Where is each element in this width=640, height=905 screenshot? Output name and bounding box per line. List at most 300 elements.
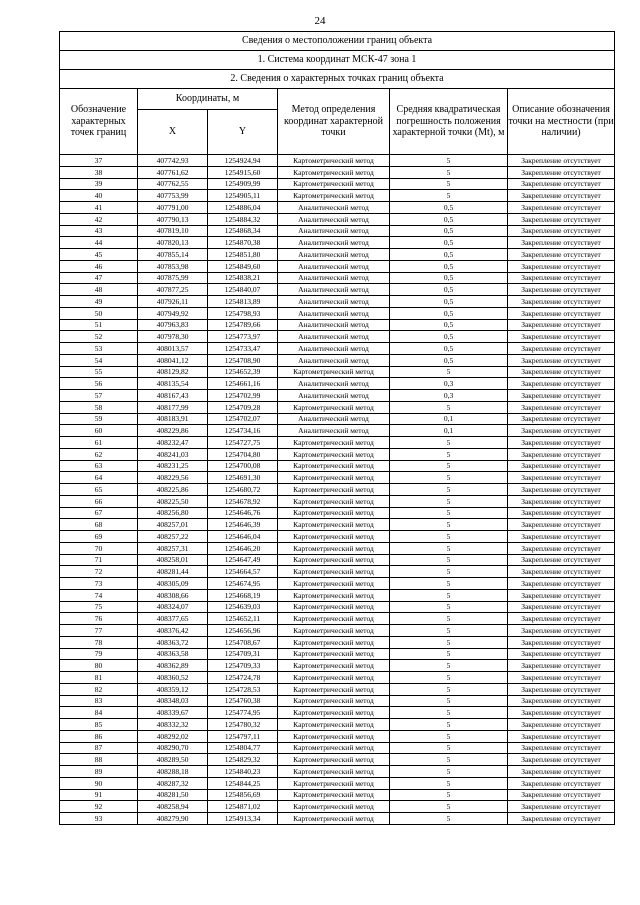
point-number-cell: 79	[60, 648, 138, 660]
x-coordinate-cell: 408257,22	[138, 531, 208, 543]
point-number-cell: 47	[60, 272, 138, 284]
x-coordinate-cell: 407855,14	[138, 249, 208, 261]
table-row	[60, 484, 615, 496]
description-cell: Закрепление отсутствует	[508, 366, 615, 378]
x-coordinate-cell: 408225,50	[138, 495, 208, 507]
y-coordinate-cell: 1254909,99	[208, 178, 278, 190]
method-cell: Картометрический метод	[278, 507, 390, 519]
table-row	[60, 789, 615, 801]
y-coordinate-cell: 1254924,94	[208, 155, 278, 167]
error-cell: 5	[390, 554, 508, 566]
description-cell: Закрепление отсутствует	[508, 378, 615, 390]
description-cell: Закрепление отсутствует	[508, 237, 615, 249]
error-cell: 5	[390, 742, 508, 754]
error-cell: 5	[390, 519, 508, 531]
description-cell: Закрепление отсутствует	[508, 542, 615, 554]
description-cell: Закрепление отсутствует	[508, 672, 615, 684]
x-coordinate-cell: 408348,03	[138, 695, 208, 707]
x-header: X	[138, 110, 208, 155]
error-cell: 5	[390, 166, 508, 178]
description-header: Описание обозначения точки на местности (при наличии)	[508, 89, 615, 155]
description-cell: Закрепление отсутствует	[508, 531, 615, 543]
y-coordinate-cell: 1254727,75	[208, 437, 278, 449]
y-coordinate-cell: 1254789,66	[208, 319, 278, 331]
point-number-cell: 69	[60, 531, 138, 543]
point-number-cell: 80	[60, 660, 138, 672]
x-coordinate-cell: 407761,62	[138, 166, 208, 178]
y-coordinate-cell: 1254780,32	[208, 719, 278, 731]
error-cell: 5	[390, 401, 508, 413]
table-row	[60, 319, 615, 331]
method-cell: Картометрический метод	[278, 566, 390, 578]
method-cell: Картометрический метод	[278, 636, 390, 648]
table-row	[60, 719, 615, 731]
x-coordinate-cell: 408359,12	[138, 683, 208, 695]
point-number-cell: 39	[60, 178, 138, 190]
table-row	[60, 542, 615, 554]
error-cell: 5	[390, 507, 508, 519]
y-coordinate-cell: 1254664,57	[208, 566, 278, 578]
point-number-cell: 87	[60, 742, 138, 754]
point-number-cell: 50	[60, 307, 138, 319]
y-coordinate-cell: 1254646,39	[208, 519, 278, 531]
x-coordinate-cell: 408363,58	[138, 648, 208, 660]
description-cell: Закрепление отсутствует	[508, 260, 615, 272]
table-row	[60, 390, 615, 402]
x-coordinate-cell: 407963,83	[138, 319, 208, 331]
point-number-cell: 63	[60, 460, 138, 472]
table-row	[60, 683, 615, 695]
description-cell: Закрепление отсутствует	[508, 625, 615, 637]
description-cell: Закрепление отсутствует	[508, 437, 615, 449]
point-number-cell: 51	[60, 319, 138, 331]
point-number-cell: 44	[60, 237, 138, 249]
point-number-cell: 56	[60, 378, 138, 390]
point-number-cell: 93	[60, 813, 138, 825]
y-coordinate-cell: 1254656,96	[208, 625, 278, 637]
description-cell: Закрепление отсутствует	[508, 660, 615, 672]
boundary-points-table	[59, 31, 615, 825]
error-cell: 5	[390, 766, 508, 778]
error-cell: 5	[390, 472, 508, 484]
method-cell: Картометрический метод	[278, 613, 390, 625]
table-row	[60, 472, 615, 484]
error-cell: 0,3	[390, 378, 508, 390]
error-cell: 5	[390, 566, 508, 578]
x-coordinate-cell: 407753,99	[138, 190, 208, 202]
x-coordinate-cell: 407875,99	[138, 272, 208, 284]
y-coordinate-cell: 1254760,38	[208, 695, 278, 707]
x-coordinate-cell: 408229,86	[138, 425, 208, 437]
description-cell: Закрепление отсутствует	[508, 155, 615, 167]
points-title: 2. Сведения о характерных точках границ объекта	[60, 70, 615, 89]
x-coordinate-cell: 408256,80	[138, 507, 208, 519]
table-row	[60, 213, 615, 225]
table-row	[60, 695, 615, 707]
method-cell: Аналитический метод	[278, 425, 390, 437]
description-cell: Закрепление отсутствует	[508, 413, 615, 425]
error-cell: 0,3	[390, 390, 508, 402]
error-cell: 5	[390, 719, 508, 731]
point-number-cell: 85	[60, 719, 138, 731]
error-cell: 5	[390, 495, 508, 507]
description-cell: Закрепление отсутствует	[508, 249, 615, 261]
description-cell: Закрепление отсутствует	[508, 601, 615, 613]
error-cell: 5	[390, 813, 508, 825]
method-cell: Картометрический метод	[278, 601, 390, 613]
description-cell: Закрепление отсутствует	[508, 636, 615, 648]
point-number-cell: 78	[60, 636, 138, 648]
table-row	[60, 601, 615, 613]
error-cell: 0,1	[390, 413, 508, 425]
table-row	[60, 460, 615, 472]
table-row	[60, 648, 615, 660]
y-coordinate-cell: 1254702,99	[208, 390, 278, 402]
error-cell: 0,5	[390, 319, 508, 331]
x-coordinate-cell: 407790,13	[138, 213, 208, 225]
error-cell: 5	[390, 707, 508, 719]
method-cell: Картометрический метод	[278, 460, 390, 472]
y-coordinate-cell: 1254849,60	[208, 260, 278, 272]
description-cell: Закрепление отсутствует	[508, 695, 615, 707]
table-row	[60, 801, 615, 813]
table-row	[60, 237, 615, 249]
error-cell: 0,5	[390, 272, 508, 284]
description-cell: Закрепление отсутствует	[508, 425, 615, 437]
point-number-cell: 83	[60, 695, 138, 707]
y-coordinate-cell: 1254844,25	[208, 777, 278, 789]
x-coordinate-cell: 408332,32	[138, 719, 208, 731]
y-coordinate-cell: 1254915,60	[208, 166, 278, 178]
method-cell: Картометрический метод	[278, 695, 390, 707]
point-number-cell: 72	[60, 566, 138, 578]
point-number-cell: 74	[60, 589, 138, 601]
point-number-cell: 88	[60, 754, 138, 766]
point-number-cell: 57	[60, 390, 138, 402]
table-row	[60, 401, 615, 413]
point-number-cell: 66	[60, 495, 138, 507]
table-row	[60, 707, 615, 719]
point-number-cell: 49	[60, 296, 138, 308]
y-coordinate-cell: 1254913,34	[208, 813, 278, 825]
point-number-cell: 76	[60, 613, 138, 625]
point-number-cell: 86	[60, 730, 138, 742]
description-cell: Закрепление отсутствует	[508, 401, 615, 413]
y-coordinate-cell: 1254734,16	[208, 425, 278, 437]
method-cell: Картометрический метод	[278, 801, 390, 813]
method-cell: Картометрический метод	[278, 578, 390, 590]
method-cell: Картометрический метод	[278, 178, 390, 190]
error-cell: 0,5	[390, 237, 508, 249]
y-coordinate-cell: 1254871,02	[208, 801, 278, 813]
y-coordinate-cell: 1254691,30	[208, 472, 278, 484]
method-cell: Аналитический метод	[278, 343, 390, 355]
point-number-cell: 55	[60, 366, 138, 378]
method-cell: Аналитический метод	[278, 331, 390, 343]
error-header: Средняя квадратическая погрешность положения характерной точки (Mt), м	[390, 89, 508, 155]
error-cell: 5	[390, 660, 508, 672]
x-coordinate-cell: 408279,90	[138, 813, 208, 825]
point-number-cell: 61	[60, 437, 138, 449]
error-cell: 0,5	[390, 343, 508, 355]
y-coordinate-cell: 1254639,03	[208, 601, 278, 613]
method-cell: Картометрический метод	[278, 531, 390, 543]
method-cell: Аналитический метод	[278, 378, 390, 390]
x-coordinate-cell: 407819,10	[138, 225, 208, 237]
point-number-cell: 52	[60, 331, 138, 343]
method-cell: Картометрический метод	[278, 155, 390, 167]
method-cell: Картометрический метод	[278, 542, 390, 554]
table-row	[60, 777, 615, 789]
table-row	[60, 448, 615, 460]
y-coordinate-cell: 1254702,07	[208, 413, 278, 425]
point-number-cell: 38	[60, 166, 138, 178]
method-cell: Аналитический метод	[278, 284, 390, 296]
method-cell: Картометрический метод	[278, 683, 390, 695]
description-cell: Закрепление отсутствует	[508, 648, 615, 660]
error-cell: 5	[390, 625, 508, 637]
description-cell: Закрепление отсутствует	[508, 354, 615, 366]
method-cell: Картометрический метод	[278, 401, 390, 413]
y-coordinate-cell: 1254905,11	[208, 190, 278, 202]
description-cell: Закрепление отсутствует	[508, 178, 615, 190]
table-row	[60, 225, 615, 237]
error-cell: 0,5	[390, 202, 508, 214]
point-number-cell: 81	[60, 672, 138, 684]
method-cell: Картометрический метод	[278, 813, 390, 825]
description-cell: Закрепление отсутствует	[508, 789, 615, 801]
point-number-cell: 92	[60, 801, 138, 813]
method-cell: Картометрический метод	[278, 672, 390, 684]
y-coordinate-cell: 1254840,07	[208, 284, 278, 296]
x-coordinate-cell: 407926,11	[138, 296, 208, 308]
error-cell: 5	[390, 589, 508, 601]
error-cell: 5	[390, 730, 508, 742]
x-coordinate-cell: 408225,86	[138, 484, 208, 496]
y-coordinate-cell: 1254709,28	[208, 401, 278, 413]
method-cell: Аналитический метод	[278, 237, 390, 249]
method-cell: Аналитический метод	[278, 307, 390, 319]
x-coordinate-cell: 408258,94	[138, 801, 208, 813]
method-cell: Аналитический метод	[278, 213, 390, 225]
description-cell: Закрепление отсутствует	[508, 343, 615, 355]
table-row	[60, 366, 615, 378]
point-number-cell: 84	[60, 707, 138, 719]
description-cell: Закрепление отсутствует	[508, 742, 615, 754]
point-number-cell: 53	[60, 343, 138, 355]
description-cell: Закрепление отсутствует	[508, 519, 615, 531]
point-number-cell: 77	[60, 625, 138, 637]
x-coordinate-cell: 407978,30	[138, 331, 208, 343]
point-number-cell: 48	[60, 284, 138, 296]
table-row	[60, 813, 615, 825]
table-row	[60, 742, 615, 754]
description-cell: Закрепление отсутствует	[508, 554, 615, 566]
y-coordinate-cell: 1254804,77	[208, 742, 278, 754]
description-cell: Закрепление отсутствует	[508, 390, 615, 402]
error-cell: 5	[390, 801, 508, 813]
x-coordinate-cell: 407949,92	[138, 307, 208, 319]
y-coordinate-cell: 1254674,95	[208, 578, 278, 590]
description-cell: Закрепление отсутствует	[508, 754, 615, 766]
y-coordinate-cell: 1254708,90	[208, 354, 278, 366]
description-cell: Закрепление отсутствует	[508, 589, 615, 601]
point-number-cell: 62	[60, 448, 138, 460]
method-cell: Картометрический метод	[278, 448, 390, 460]
error-cell: 5	[390, 178, 508, 190]
table-row	[60, 249, 615, 261]
method-cell: Картометрический метод	[278, 789, 390, 801]
x-coordinate-cell: 407877,25	[138, 284, 208, 296]
x-coordinate-cell: 408258,01	[138, 554, 208, 566]
error-cell: 5	[390, 190, 508, 202]
x-coordinate-cell: 408257,01	[138, 519, 208, 531]
method-cell: Картометрический метод	[278, 589, 390, 601]
table-row	[60, 378, 615, 390]
method-cell: Картометрический метод	[278, 484, 390, 496]
method-cell: Картометрический метод	[278, 366, 390, 378]
method-cell: Аналитический метод	[278, 413, 390, 425]
x-coordinate-cell: 408376,42	[138, 625, 208, 637]
error-cell: 5	[390, 484, 508, 496]
table-row	[60, 202, 615, 214]
method-cell: Картометрический метод	[278, 742, 390, 754]
method-cell: Картометрический метод	[278, 190, 390, 202]
y-coordinate-cell: 1254646,04	[208, 531, 278, 543]
point-number-cell: 82	[60, 683, 138, 695]
y-coordinate-cell: 1254646,76	[208, 507, 278, 519]
table-row	[60, 613, 615, 625]
error-cell: 0,5	[390, 225, 508, 237]
error-cell: 5	[390, 789, 508, 801]
table-row	[60, 531, 615, 543]
method-cell: Картометрический метод	[278, 648, 390, 660]
y-coordinate-cell: 1254661,16	[208, 378, 278, 390]
x-coordinate-cell: 408041,12	[138, 354, 208, 366]
method-cell: Картометрический метод	[278, 730, 390, 742]
x-coordinate-cell: 408257,31	[138, 542, 208, 554]
error-cell: 5	[390, 695, 508, 707]
method-cell: Аналитический метод	[278, 249, 390, 261]
description-cell: Закрепление отсутствует	[508, 801, 615, 813]
y-coordinate-cell: 1254647,49	[208, 554, 278, 566]
table-row	[60, 495, 615, 507]
y-coordinate-cell: 1254774,95	[208, 707, 278, 719]
x-coordinate-cell: 408232,47	[138, 437, 208, 449]
table-row	[60, 625, 615, 637]
point-number-cell: 65	[60, 484, 138, 496]
table-row	[60, 589, 615, 601]
table-row	[60, 672, 615, 684]
x-coordinate-cell: 408281,44	[138, 566, 208, 578]
point-number-cell: 45	[60, 249, 138, 261]
description-cell: Закрепление отсутствует	[508, 190, 615, 202]
method-cell: Аналитический метод	[278, 260, 390, 272]
point-number-cell: 60	[60, 425, 138, 437]
point-number-cell: 91	[60, 789, 138, 801]
description-cell: Закрепление отсутствует	[508, 307, 615, 319]
point-number-cell: 37	[60, 155, 138, 167]
y-coordinate-cell: 1254773,97	[208, 331, 278, 343]
description-cell: Закрепление отсутствует	[508, 507, 615, 519]
section-title: Сведения о местоположении границ объекта	[60, 32, 615, 51]
method-cell: Аналитический метод	[278, 202, 390, 214]
table-row	[60, 166, 615, 178]
point-number-cell: 54	[60, 354, 138, 366]
table-row	[60, 343, 615, 355]
method-cell: Картометрический метод	[278, 719, 390, 731]
method-cell: Аналитический метод	[278, 390, 390, 402]
table-row	[60, 437, 615, 449]
x-coordinate-cell: 408324,07	[138, 601, 208, 613]
x-coordinate-cell: 408288,18	[138, 766, 208, 778]
point-number-cell: 67	[60, 507, 138, 519]
description-cell: Закрепление отсутствует	[508, 448, 615, 460]
y-coordinate-cell: 1254668,19	[208, 589, 278, 601]
x-coordinate-cell: 408013,57	[138, 343, 208, 355]
y-coordinate-cell: 1254870,38	[208, 237, 278, 249]
description-cell: Закрепление отсутствует	[508, 719, 615, 731]
point-number-cell: 68	[60, 519, 138, 531]
method-cell: Аналитический метод	[278, 272, 390, 284]
point-number-cell: 42	[60, 213, 138, 225]
y-coordinate-cell: 1254797,11	[208, 730, 278, 742]
error-cell: 5	[390, 531, 508, 543]
y-coordinate-cell: 1254838,21	[208, 272, 278, 284]
error-cell: 5	[390, 155, 508, 167]
y-coordinate-cell: 1254708,67	[208, 636, 278, 648]
x-coordinate-cell: 407820,13	[138, 237, 208, 249]
x-coordinate-cell: 408289,50	[138, 754, 208, 766]
table-row	[60, 766, 615, 778]
point-number-cell: 90	[60, 777, 138, 789]
point-number-cell: 73	[60, 578, 138, 590]
table-row	[60, 554, 615, 566]
method-cell: Картометрический метод	[278, 472, 390, 484]
error-cell: 5	[390, 366, 508, 378]
description-cell: Закрепление отсутствует	[508, 272, 615, 284]
error-cell: 5	[390, 672, 508, 684]
description-cell: Закрепление отсутствует	[508, 730, 615, 742]
table-row	[60, 519, 615, 531]
method-cell: Картометрический метод	[278, 625, 390, 637]
table-row	[60, 730, 615, 742]
description-cell: Закрепление отсутствует	[508, 777, 615, 789]
y-coordinate-cell: 1254798,93	[208, 307, 278, 319]
point-number-cell: 43	[60, 225, 138, 237]
y-coordinate-cell: 1254868,34	[208, 225, 278, 237]
y-coordinate-cell: 1254646,20	[208, 542, 278, 554]
y-coordinate-cell: 1254680,72	[208, 484, 278, 496]
description-cell: Закрепление отсутствует	[508, 213, 615, 225]
error-cell: 0,5	[390, 296, 508, 308]
description-cell: Закрепление отсутствует	[508, 495, 615, 507]
x-coordinate-cell: 408305,09	[138, 578, 208, 590]
x-coordinate-cell: 407791,00	[138, 202, 208, 214]
y-coordinate-cell: 1254709,33	[208, 660, 278, 672]
y-coordinate-cell: 1254884,32	[208, 213, 278, 225]
error-cell: 0,5	[390, 249, 508, 261]
y-coordinate-cell: 1254886,04	[208, 202, 278, 214]
table-row	[60, 566, 615, 578]
x-coordinate-cell: 408360,52	[138, 672, 208, 684]
y-coordinate-cell: 1254856,69	[208, 789, 278, 801]
y-coordinate-cell: 1254700,08	[208, 460, 278, 472]
y-coordinate-cell: 1254724,78	[208, 672, 278, 684]
point-number-cell: 89	[60, 766, 138, 778]
point-number-cell: 64	[60, 472, 138, 484]
x-coordinate-cell: 408339,67	[138, 707, 208, 719]
